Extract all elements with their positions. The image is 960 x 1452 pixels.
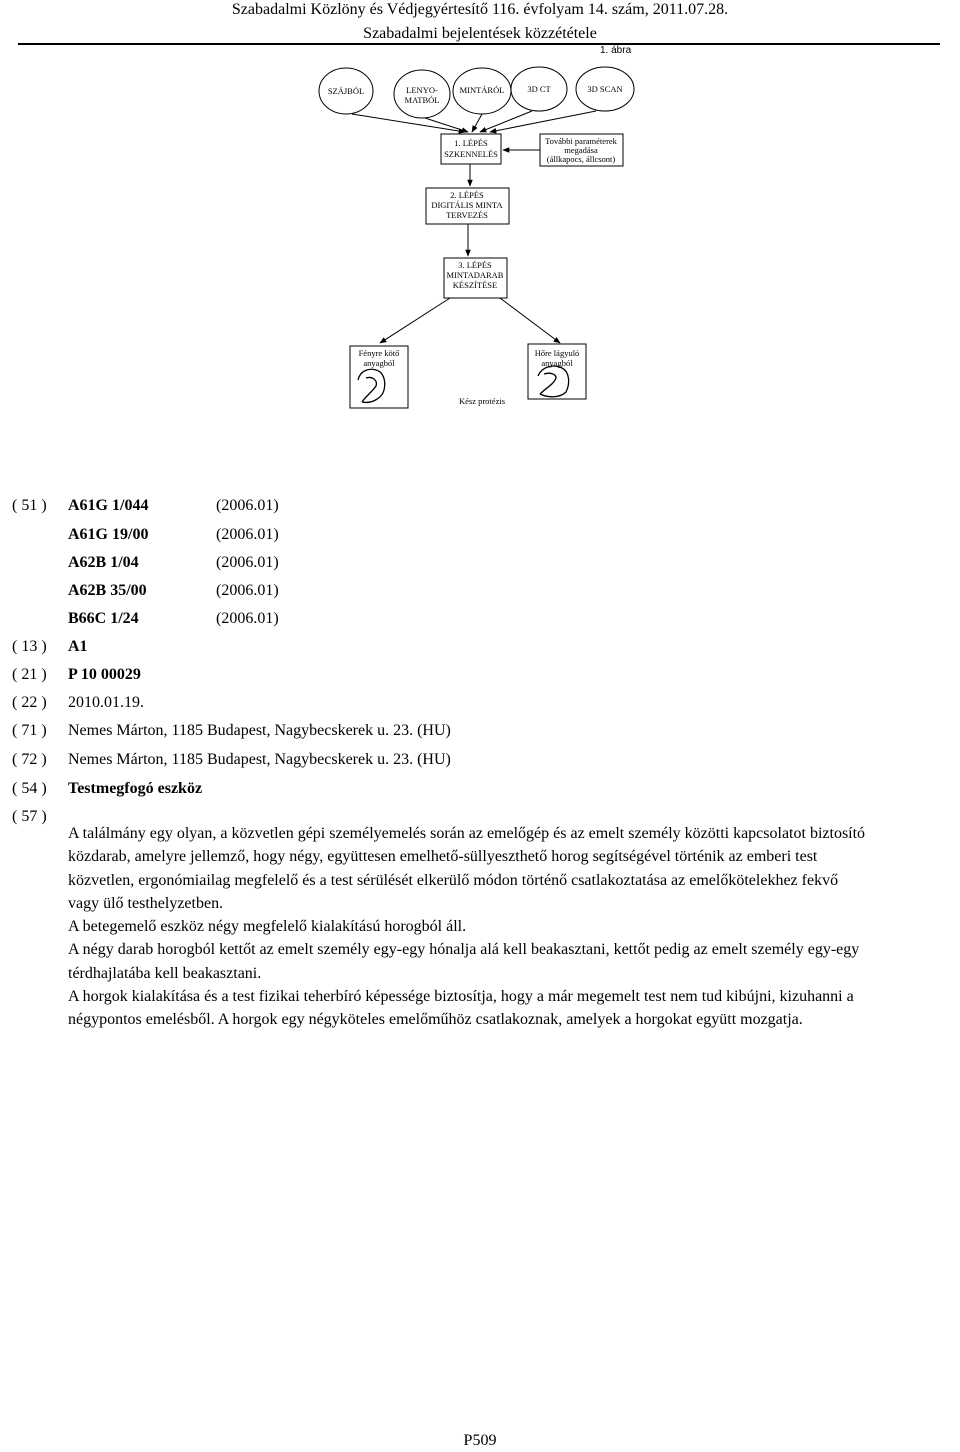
ipc-version: (2006.01) <box>216 497 279 514</box>
ipc-version: (2006.01) <box>216 554 279 571</box>
ipc-version: (2006.01) <box>216 610 279 627</box>
ipc-version: (2006.01) <box>216 526 279 543</box>
final-product-label: Kész protézis <box>458 396 506 406</box>
field-code-13: ( 13 ) <box>12 638 47 655</box>
header-divider <box>18 43 940 45</box>
light-cured-label-2: anyagból <box>363 358 395 368</box>
field-code-51: ( 51 ) <box>12 497 47 514</box>
abstract-paragraph: A betegemelő eszköz négy megfelelő kialakítású horogból áll. <box>68 918 467 936</box>
step1-label-1: 1. LÉPÉS <box>454 138 488 148</box>
params-label-1: További paraméterek <box>545 136 617 146</box>
light-cured-label-1: Fényre kötő <box>358 348 400 358</box>
step3-label-2: MINTADARAB <box>446 270 504 280</box>
denture-sketch-right <box>538 366 569 397</box>
invention-title: Testmegfogó eszköz <box>68 780 203 797</box>
field-code-54: ( 54 ) <box>12 780 47 797</box>
source-mouth-label: SZÁJBÓL <box>327 86 365 96</box>
step2-label-1: 2. LÉPÉS <box>450 190 484 200</box>
params-label-3: (állkapocs, állcsont) <box>546 154 616 164</box>
page-number: P509 <box>463 1432 497 1449</box>
applicant-value: Nemes Márton, 1185 Budapest, Nagybecskerek u. 23. (HU) <box>68 722 451 739</box>
ipc-class: A61G 1/044 <box>68 497 149 514</box>
field-code-21: ( 21 ) <box>12 666 47 683</box>
filing-date-value: 2010.01.19. <box>68 694 144 711</box>
abstract-paragraph: A négy darab horogból kettőt az emelt személy egy-egy hónalja alá kell beakasztani, kettőt pedig az emelt személy egy-egy térdhajlatába kell beakasztani. <box>68 941 860 982</box>
source-model-label: MINTÁRÓL <box>459 85 505 95</box>
step2-label-2: DIGITÁLIS MINTA <box>431 200 503 210</box>
heat-molded-label-1: Hőre lágyuló <box>534 348 580 358</box>
source-scan-label: 3D SCAN <box>587 84 623 94</box>
ipc-class: B66C 1/24 <box>68 610 139 627</box>
section-header: Szabadalmi bejelentések közzététele <box>363 25 597 42</box>
step3-label-1: 3. LÉPÉS <box>458 260 492 270</box>
ipc-class: A61G 19/00 <box>68 526 149 543</box>
denture-sketch-left <box>358 369 385 402</box>
heat-molded-label-2: anyagból <box>541 358 573 368</box>
application-number-value: P 10 00029 <box>68 666 141 683</box>
source-impression-label-2: MATBÓL <box>404 95 440 105</box>
ipc-version: (2006.01) <box>216 582 279 599</box>
abstract-paragraph: A találmány egy olyan, a közvetlen gépi személyemelés során az emelőgép és az emelt személy közötti kapcsolatot biztosító közdarab, amelyre jellemző, hogy négy, együttesen emelhető-süllyeszthető horog segítségével történik az emberi test közvetlen, ergonómiailag megfelelő és a test sérülését elkerülő módon történő csatlakoztatása az emelőkötelekhez fekvő vagy ülő testhelyzetben. <box>68 825 866 912</box>
params-label-2: megadása <box>564 145 598 155</box>
field-code-22: ( 22 ) <box>12 694 47 711</box>
field-code-71: ( 71 ) <box>12 722 47 739</box>
figure-label: 1. ábra <box>600 45 632 56</box>
field-code-72: ( 72 ) <box>12 751 47 768</box>
step2-label-3: TERVEZÉS <box>446 210 488 220</box>
source-ct-label: 3D CT <box>527 84 551 94</box>
step3-label-3: KÉSZÍTÉSE <box>452 280 498 290</box>
process-flow-diagram <box>300 58 640 418</box>
field-code-57: ( 57 ) <box>12 808 47 825</box>
ipc-class: A62B 35/00 <box>68 582 147 599</box>
ipc-class: A62B 1/04 <box>68 554 139 571</box>
step1-label-2: SZKENNELÉS <box>444 149 498 159</box>
kind-code-value: A1 <box>68 638 88 655</box>
inventor-value: Nemes Márton, 1185 Budapest, Nagybecskerek u. 23. (HU) <box>68 751 451 768</box>
journal-header: Szabadalmi Közlöny és Védjegyértesítő 116. évfolyam 14. szám, 2011.07.28. <box>231 1 729 18</box>
abstract-paragraph: A horgok kialakítása és a test fizikai teherbíró képessége biztosítja, hogy a már megemelt test nem tud kibújni, kizuhanni a négypontos emelésből. A horgok egy négyköteles emelőműhöz csatlakoznak, amelyek a horgokat együtt mozgatja. <box>68 988 854 1029</box>
abstract-text <box>68 822 868 1032</box>
source-impression-label-1: LENYO- <box>406 85 438 95</box>
